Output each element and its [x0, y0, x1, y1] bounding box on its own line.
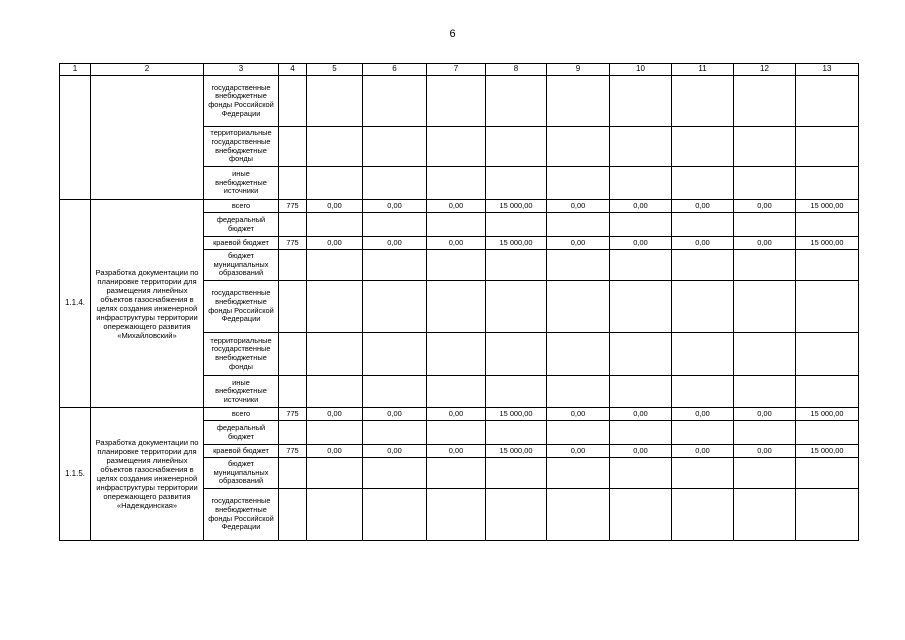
value-cell: 775 [279, 408, 307, 421]
value-cell [486, 213, 547, 237]
value-cell [672, 421, 734, 445]
value-cell [486, 127, 547, 167]
value-cell [610, 458, 672, 489]
value-cell [610, 281, 672, 333]
value-cell: 0,00 [363, 237, 427, 250]
value-cell [427, 167, 486, 200]
value-cell [279, 489, 307, 541]
value-cell [610, 376, 672, 408]
value-cell [796, 281, 859, 333]
value-cell [486, 281, 547, 333]
column-header: 7 [427, 64, 486, 76]
value-cell: 15 000,00 [486, 445, 547, 458]
value-cell [547, 281, 610, 333]
value-cell: 15 000,00 [486, 408, 547, 421]
value-cell [796, 489, 859, 541]
value-cell [547, 127, 610, 167]
code-cell: 1.1.5. [60, 408, 91, 541]
value-cell [279, 458, 307, 489]
value-cell: 0,00 [547, 200, 610, 213]
value-cell [734, 127, 796, 167]
code-cell [60, 76, 91, 200]
value-cell: 0,00 [734, 200, 796, 213]
value-cell [672, 250, 734, 281]
value-cell: 0,00 [427, 200, 486, 213]
source-cell: иные внебюджетные источники [204, 167, 279, 200]
column-header: 12 [734, 64, 796, 76]
value-cell: 0,00 [672, 408, 734, 421]
value-cell [672, 333, 734, 376]
value-cell [610, 76, 672, 127]
value-cell [486, 76, 547, 127]
value-cell [363, 421, 427, 445]
value-cell [610, 250, 672, 281]
value-cell: 15 000,00 [486, 200, 547, 213]
value-cell: 0,00 [363, 408, 427, 421]
value-cell [734, 458, 796, 489]
value-cell [486, 333, 547, 376]
value-cell [363, 167, 427, 200]
value-cell [363, 76, 427, 127]
description-cell: Разработка документации по планировке территории для размещения линейных объектов газоснабжения в целях создания инженерной инфраструктуры территории опережающего развития «Надеждинская» [91, 408, 204, 541]
value-cell: 0,00 [307, 200, 363, 213]
value-cell [672, 213, 734, 237]
value-cell [279, 167, 307, 200]
value-cell [547, 213, 610, 237]
source-cell: краевой бюджет [204, 445, 279, 458]
value-cell [734, 333, 796, 376]
table-row [60, 76, 859, 127]
value-cell: 0,00 [427, 408, 486, 421]
value-cell [307, 281, 363, 333]
header-row [60, 64, 859, 76]
value-cell [363, 489, 427, 541]
value-cell: 0,00 [363, 445, 427, 458]
value-cell [547, 489, 610, 541]
table-row [60, 200, 859, 213]
value-cell [796, 167, 859, 200]
table-row [60, 408, 859, 421]
value-cell [486, 167, 547, 200]
value-cell [427, 250, 486, 281]
value-cell [279, 76, 307, 127]
value-cell [279, 376, 307, 408]
value-cell [486, 489, 547, 541]
value-cell [486, 376, 547, 408]
value-cell: 0,00 [734, 445, 796, 458]
value-cell [363, 281, 427, 333]
value-cell [672, 281, 734, 333]
value-cell [307, 333, 363, 376]
source-cell: бюджет муниципальных образований [204, 250, 279, 281]
value-cell [610, 421, 672, 445]
value-cell [427, 76, 486, 127]
value-cell: 0,00 [734, 408, 796, 421]
source-cell: всего [204, 408, 279, 421]
value-cell: 0,00 [610, 408, 672, 421]
value-cell [486, 250, 547, 281]
value-cell: 0,00 [547, 408, 610, 421]
column-header: 5 [307, 64, 363, 76]
value-cell [610, 333, 672, 376]
source-cell: государственные внебюджетные фонды Российской Федерации [204, 489, 279, 541]
value-cell [307, 489, 363, 541]
value-cell [796, 250, 859, 281]
value-cell [734, 421, 796, 445]
value-cell [796, 213, 859, 237]
value-cell [363, 333, 427, 376]
value-cell: 0,00 [547, 445, 610, 458]
page-number: 6 [449, 28, 456, 40]
value-cell [363, 213, 427, 237]
column-header: 10 [610, 64, 672, 76]
source-cell: федеральный бюджет [204, 213, 279, 237]
value-cell [547, 421, 610, 445]
value-cell [307, 421, 363, 445]
source-cell: государственные внебюджетные фонды Российской Федерации [204, 281, 279, 333]
column-header: 8 [486, 64, 547, 76]
value-cell [427, 127, 486, 167]
column-header: 11 [672, 64, 734, 76]
value-cell [547, 458, 610, 489]
value-cell: 0,00 [610, 200, 672, 213]
value-cell [547, 167, 610, 200]
value-cell [307, 213, 363, 237]
value-cell: 775 [279, 237, 307, 250]
value-cell: 0,00 [672, 237, 734, 250]
value-cell: 775 [279, 200, 307, 213]
value-cell [610, 167, 672, 200]
value-cell [279, 281, 307, 333]
value-cell [363, 127, 427, 167]
value-cell [307, 376, 363, 408]
value-cell [427, 458, 486, 489]
value-cell [486, 421, 547, 445]
source-cell: бюджет муниципальных образований [204, 458, 279, 489]
value-cell: 0,00 [547, 237, 610, 250]
description-cell [91, 76, 204, 200]
column-header: 1 [60, 64, 91, 76]
value-cell: 15 000,00 [486, 237, 547, 250]
value-cell [610, 127, 672, 167]
value-cell: 15 000,00 [796, 445, 859, 458]
value-cell: 0,00 [363, 200, 427, 213]
value-cell: 0,00 [307, 408, 363, 421]
value-cell [363, 376, 427, 408]
value-cell [427, 281, 486, 333]
value-cell [672, 127, 734, 167]
source-cell: иные внебюджетные источники [204, 376, 279, 408]
value-cell: 0,00 [307, 445, 363, 458]
value-cell [307, 250, 363, 281]
value-cell: 0,00 [610, 237, 672, 250]
source-cell: территориальные государственные внебюджетные фонды [204, 333, 279, 376]
value-cell [672, 458, 734, 489]
value-cell: 15 000,00 [796, 408, 859, 421]
value-cell [279, 213, 307, 237]
value-cell [427, 213, 486, 237]
value-cell: 0,00 [610, 445, 672, 458]
value-cell [427, 489, 486, 541]
value-cell [734, 76, 796, 127]
value-cell [796, 458, 859, 489]
value-cell [279, 250, 307, 281]
funding-table [59, 63, 859, 541]
value-cell [734, 167, 796, 200]
value-cell: 15 000,00 [796, 200, 859, 213]
value-cell [307, 167, 363, 200]
value-cell [547, 76, 610, 127]
value-cell [734, 281, 796, 333]
value-cell [363, 250, 427, 281]
value-cell [610, 213, 672, 237]
column-header: 13 [796, 64, 859, 76]
column-header: 2 [91, 64, 204, 76]
value-cell: 0,00 [427, 237, 486, 250]
column-header: 4 [279, 64, 307, 76]
value-cell [307, 127, 363, 167]
value-cell [672, 489, 734, 541]
source-cell: всего [204, 200, 279, 213]
value-cell [547, 333, 610, 376]
value-cell [307, 76, 363, 127]
code-cell: 1.1.4. [60, 200, 91, 408]
value-cell [672, 76, 734, 127]
value-cell: 0,00 [734, 237, 796, 250]
column-header: 3 [204, 64, 279, 76]
value-cell [672, 167, 734, 200]
value-cell [796, 333, 859, 376]
source-cell: государственные внебюджетные фонды Российской Федерации [204, 76, 279, 127]
value-cell [307, 458, 363, 489]
source-cell: краевой бюджет [204, 237, 279, 250]
value-cell: 0,00 [307, 237, 363, 250]
value-cell [610, 489, 672, 541]
value-cell [796, 127, 859, 167]
column-header: 9 [547, 64, 610, 76]
value-cell [427, 376, 486, 408]
value-cell [734, 213, 796, 237]
value-cell [279, 127, 307, 167]
value-cell: 775 [279, 445, 307, 458]
value-cell [427, 333, 486, 376]
value-cell [796, 421, 859, 445]
value-cell: 15 000,00 [796, 237, 859, 250]
value-cell [486, 458, 547, 489]
value-cell [672, 376, 734, 408]
value-cell [796, 376, 859, 408]
value-cell [734, 489, 796, 541]
value-cell [279, 421, 307, 445]
description-cell: Разработка документации по планировке территории для размещения линейных объектов газоснабжения в целях создания инженерной инфраструктуры территории опережающего развития «Михайловский» [91, 200, 204, 408]
value-cell: 0,00 [672, 200, 734, 213]
value-cell [363, 458, 427, 489]
value-cell [279, 333, 307, 376]
value-cell [547, 250, 610, 281]
value-cell [547, 376, 610, 408]
value-cell [427, 421, 486, 445]
value-cell [734, 250, 796, 281]
source-cell: территориальные государственные внебюджетные фонды [204, 127, 279, 167]
value-cell [796, 76, 859, 127]
column-header: 6 [363, 64, 427, 76]
source-cell: федеральный бюджет [204, 421, 279, 445]
value-cell: 0,00 [427, 445, 486, 458]
value-cell: 0,00 [672, 445, 734, 458]
value-cell [734, 376, 796, 408]
